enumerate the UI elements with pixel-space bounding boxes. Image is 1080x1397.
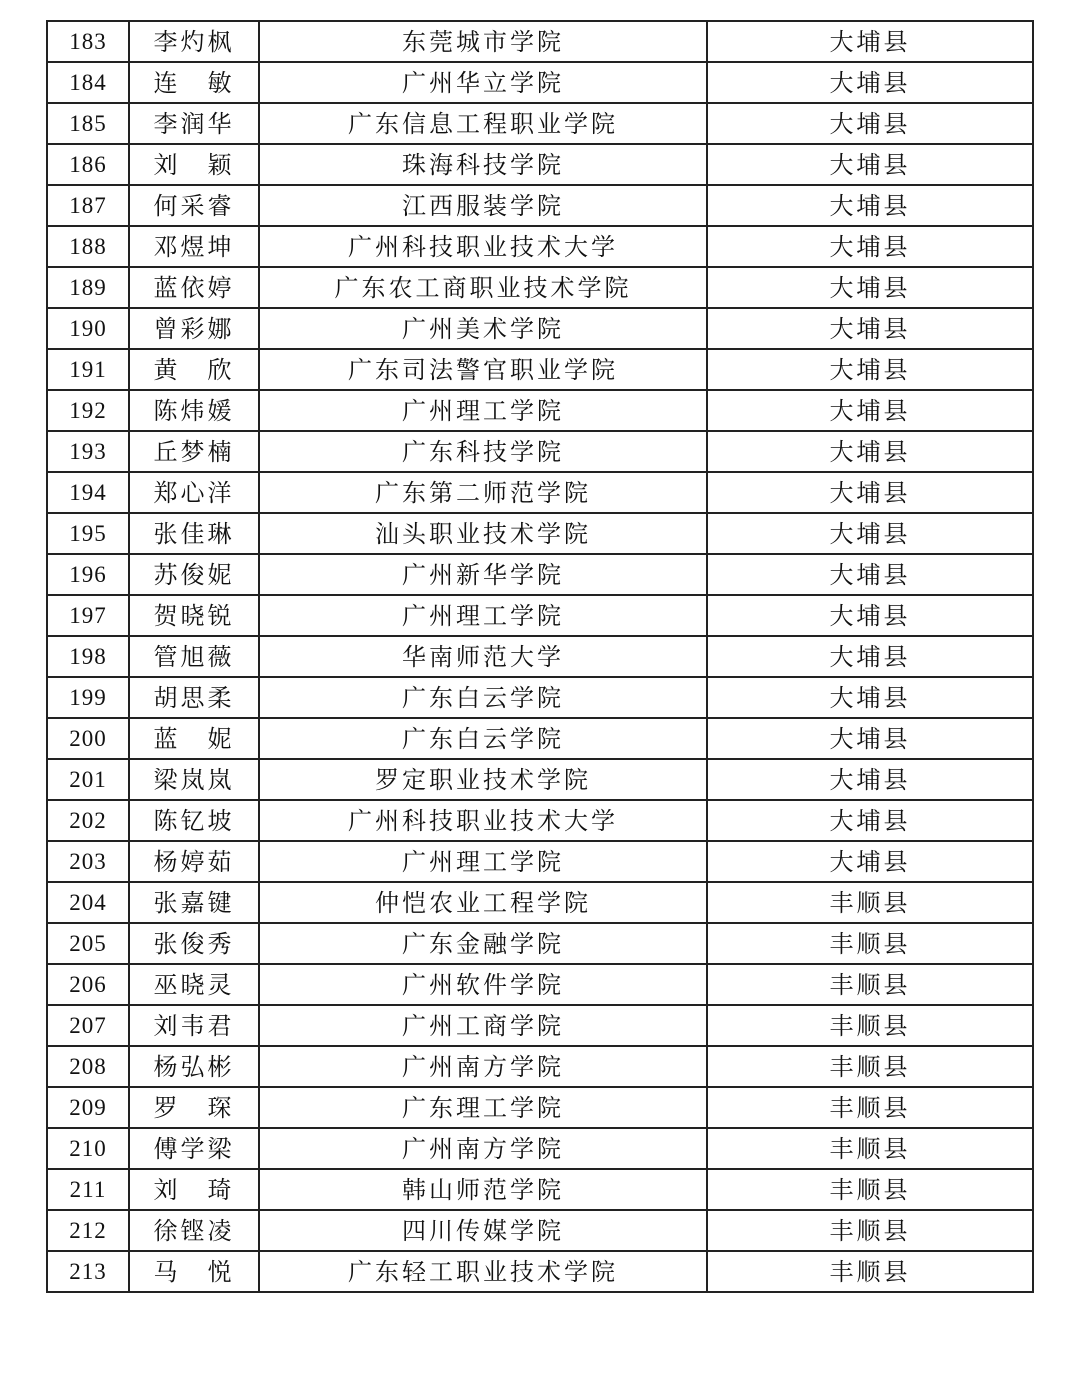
school-name: 广州华立学院 (259, 62, 707, 103)
person-name: 曾彩娜 (129, 308, 259, 349)
row-number: 190 (47, 308, 129, 349)
school-name: 广州南方学院 (259, 1046, 707, 1087)
table-row (47, 841, 1033, 882)
county-name: 大埔县 (707, 308, 1033, 349)
table-row (47, 882, 1033, 923)
person-name: 傅学梁 (129, 1128, 259, 1169)
row-number: 210 (47, 1128, 129, 1169)
row-number: 199 (47, 677, 129, 718)
county-name: 大埔县 (707, 62, 1033, 103)
person-name: 管旭薇 (129, 636, 259, 677)
school-name: 广东农工商职业技术学院 (259, 267, 707, 308)
person-name: 丘梦楠 (129, 431, 259, 472)
row-number: 186 (47, 144, 129, 185)
table-row (47, 267, 1033, 308)
school-name: 广东轻工职业技术学院 (259, 1251, 707, 1292)
table-row (47, 1210, 1033, 1251)
county-name: 大埔县 (707, 267, 1033, 308)
person-name: 巫晓灵 (129, 964, 259, 1005)
table-row (47, 349, 1033, 390)
person-name: 马 悦 (129, 1251, 259, 1292)
school-name: 广州科技职业技术大学 (259, 226, 707, 267)
table-row (47, 103, 1033, 144)
table-row (47, 718, 1033, 759)
school-name: 广州科技职业技术大学 (259, 800, 707, 841)
row-number: 197 (47, 595, 129, 636)
row-number: 194 (47, 472, 129, 513)
county-name: 大埔县 (707, 718, 1033, 759)
school-name: 广东司法警官职业学院 (259, 349, 707, 390)
table-row (47, 759, 1033, 800)
school-name: 广东科技学院 (259, 431, 707, 472)
county-name: 大埔县 (707, 349, 1033, 390)
row-number: 209 (47, 1087, 129, 1128)
person-name: 李灼枫 (129, 21, 259, 62)
school-name: 仲恺农业工程学院 (259, 882, 707, 923)
person-name: 黄 欣 (129, 349, 259, 390)
county-name: 丰顺县 (707, 964, 1033, 1005)
person-name: 陈炜媛 (129, 390, 259, 431)
table-row (47, 308, 1033, 349)
row-number: 208 (47, 1046, 129, 1087)
table-row (47, 472, 1033, 513)
county-name: 大埔县 (707, 513, 1033, 554)
school-name: 广州美术学院 (259, 308, 707, 349)
county-name: 大埔县 (707, 431, 1033, 472)
county-name: 大埔县 (707, 185, 1033, 226)
person-name: 蓝依婷 (129, 267, 259, 308)
row-number: 206 (47, 964, 129, 1005)
row-number: 200 (47, 718, 129, 759)
table-row (47, 1087, 1033, 1128)
school-name: 珠海科技学院 (259, 144, 707, 185)
person-name: 苏俊妮 (129, 554, 259, 595)
row-number: 202 (47, 800, 129, 841)
school-name: 广州理工学院 (259, 841, 707, 882)
school-name: 广东理工学院 (259, 1087, 707, 1128)
table-row (47, 1005, 1033, 1046)
person-name: 蓝 妮 (129, 718, 259, 759)
person-name: 胡思柔 (129, 677, 259, 718)
table-row (47, 1169, 1033, 1210)
person-name: 杨弘彬 (129, 1046, 259, 1087)
county-name: 丰顺县 (707, 1169, 1033, 1210)
school-name: 广东信息工程职业学院 (259, 103, 707, 144)
row-number: 205 (47, 923, 129, 964)
row-number: 183 (47, 21, 129, 62)
roster-table (46, 20, 1034, 1293)
person-name: 杨婷茹 (129, 841, 259, 882)
person-name: 梁岚岚 (129, 759, 259, 800)
school-name: 韩山师范学院 (259, 1169, 707, 1210)
person-name: 张嘉键 (129, 882, 259, 923)
table-row (47, 185, 1033, 226)
county-name: 丰顺县 (707, 882, 1033, 923)
row-number: 196 (47, 554, 129, 595)
county-name: 大埔县 (707, 677, 1033, 718)
school-name: 江西服装学院 (259, 185, 707, 226)
county-name: 丰顺县 (707, 1210, 1033, 1251)
county-name: 大埔县 (707, 841, 1033, 882)
county-name: 大埔县 (707, 800, 1033, 841)
county-name: 丰顺县 (707, 1128, 1033, 1169)
person-name: 刘韦君 (129, 1005, 259, 1046)
county-name: 丰顺县 (707, 1005, 1033, 1046)
county-name: 丰顺县 (707, 923, 1033, 964)
table-row (47, 62, 1033, 103)
school-name: 四川传媒学院 (259, 1210, 707, 1251)
person-name: 连 敏 (129, 62, 259, 103)
person-name: 贺晓锐 (129, 595, 259, 636)
row-number: 192 (47, 390, 129, 431)
school-name: 广州软件学院 (259, 964, 707, 1005)
table-row (47, 226, 1033, 267)
school-name: 东莞城市学院 (259, 21, 707, 62)
table-row (47, 677, 1033, 718)
row-number: 188 (47, 226, 129, 267)
person-name: 刘 琦 (129, 1169, 259, 1210)
person-name: 邓煜坤 (129, 226, 259, 267)
person-name: 刘 颖 (129, 144, 259, 185)
school-name: 汕头职业技术学院 (259, 513, 707, 554)
table-row (47, 554, 1033, 595)
table-row (47, 390, 1033, 431)
row-number: 189 (47, 267, 129, 308)
county-name: 大埔县 (707, 390, 1033, 431)
row-number: 213 (47, 1251, 129, 1292)
school-name: 广东金融学院 (259, 923, 707, 964)
school-name: 广州工商学院 (259, 1005, 707, 1046)
county-name: 丰顺县 (707, 1087, 1033, 1128)
row-number: 211 (47, 1169, 129, 1210)
school-name: 广州南方学院 (259, 1128, 707, 1169)
table-row (47, 21, 1033, 62)
county-name: 大埔县 (707, 636, 1033, 677)
table-row (47, 144, 1033, 185)
row-number: 207 (47, 1005, 129, 1046)
county-name: 大埔县 (707, 554, 1033, 595)
person-name: 何采睿 (129, 185, 259, 226)
county-name: 大埔县 (707, 21, 1033, 62)
roster-body (47, 21, 1033, 1292)
table-row (47, 636, 1033, 677)
person-name: 李润华 (129, 103, 259, 144)
person-name: 郑心洋 (129, 472, 259, 513)
county-name: 丰顺县 (707, 1046, 1033, 1087)
row-number: 187 (47, 185, 129, 226)
school-name: 广东白云学院 (259, 677, 707, 718)
county-name: 大埔县 (707, 759, 1033, 800)
county-name: 大埔县 (707, 595, 1033, 636)
school-name: 广州新华学院 (259, 554, 707, 595)
county-name: 大埔县 (707, 472, 1033, 513)
row-number: 204 (47, 882, 129, 923)
school-name: 广东白云学院 (259, 718, 707, 759)
row-number: 191 (47, 349, 129, 390)
table-row (47, 1251, 1033, 1292)
person-name: 徐铿凌 (129, 1210, 259, 1251)
row-number: 184 (47, 62, 129, 103)
county-name: 大埔县 (707, 226, 1033, 267)
person-name: 张俊秀 (129, 923, 259, 964)
school-name: 华南师范大学 (259, 636, 707, 677)
row-number: 203 (47, 841, 129, 882)
table-row (47, 1046, 1033, 1087)
person-name: 张佳琳 (129, 513, 259, 554)
row-number: 195 (47, 513, 129, 554)
person-name: 罗 琛 (129, 1087, 259, 1128)
row-number: 185 (47, 103, 129, 144)
row-number: 193 (47, 431, 129, 472)
row-number: 201 (47, 759, 129, 800)
county-name: 大埔县 (707, 103, 1033, 144)
table-row (47, 964, 1033, 1005)
school-name: 广州理工学院 (259, 595, 707, 636)
table-row (47, 513, 1033, 554)
school-name: 广州理工学院 (259, 390, 707, 431)
table-row (47, 923, 1033, 964)
table-row (47, 431, 1033, 472)
table-row (47, 1128, 1033, 1169)
county-name: 大埔县 (707, 144, 1033, 185)
school-name: 广东第二师范学院 (259, 472, 707, 513)
row-number: 212 (47, 1210, 129, 1251)
school-name: 罗定职业技术学院 (259, 759, 707, 800)
table-row (47, 595, 1033, 636)
row-number: 198 (47, 636, 129, 677)
county-name: 丰顺县 (707, 1251, 1033, 1292)
table-row (47, 800, 1033, 841)
person-name: 陈钇坡 (129, 800, 259, 841)
